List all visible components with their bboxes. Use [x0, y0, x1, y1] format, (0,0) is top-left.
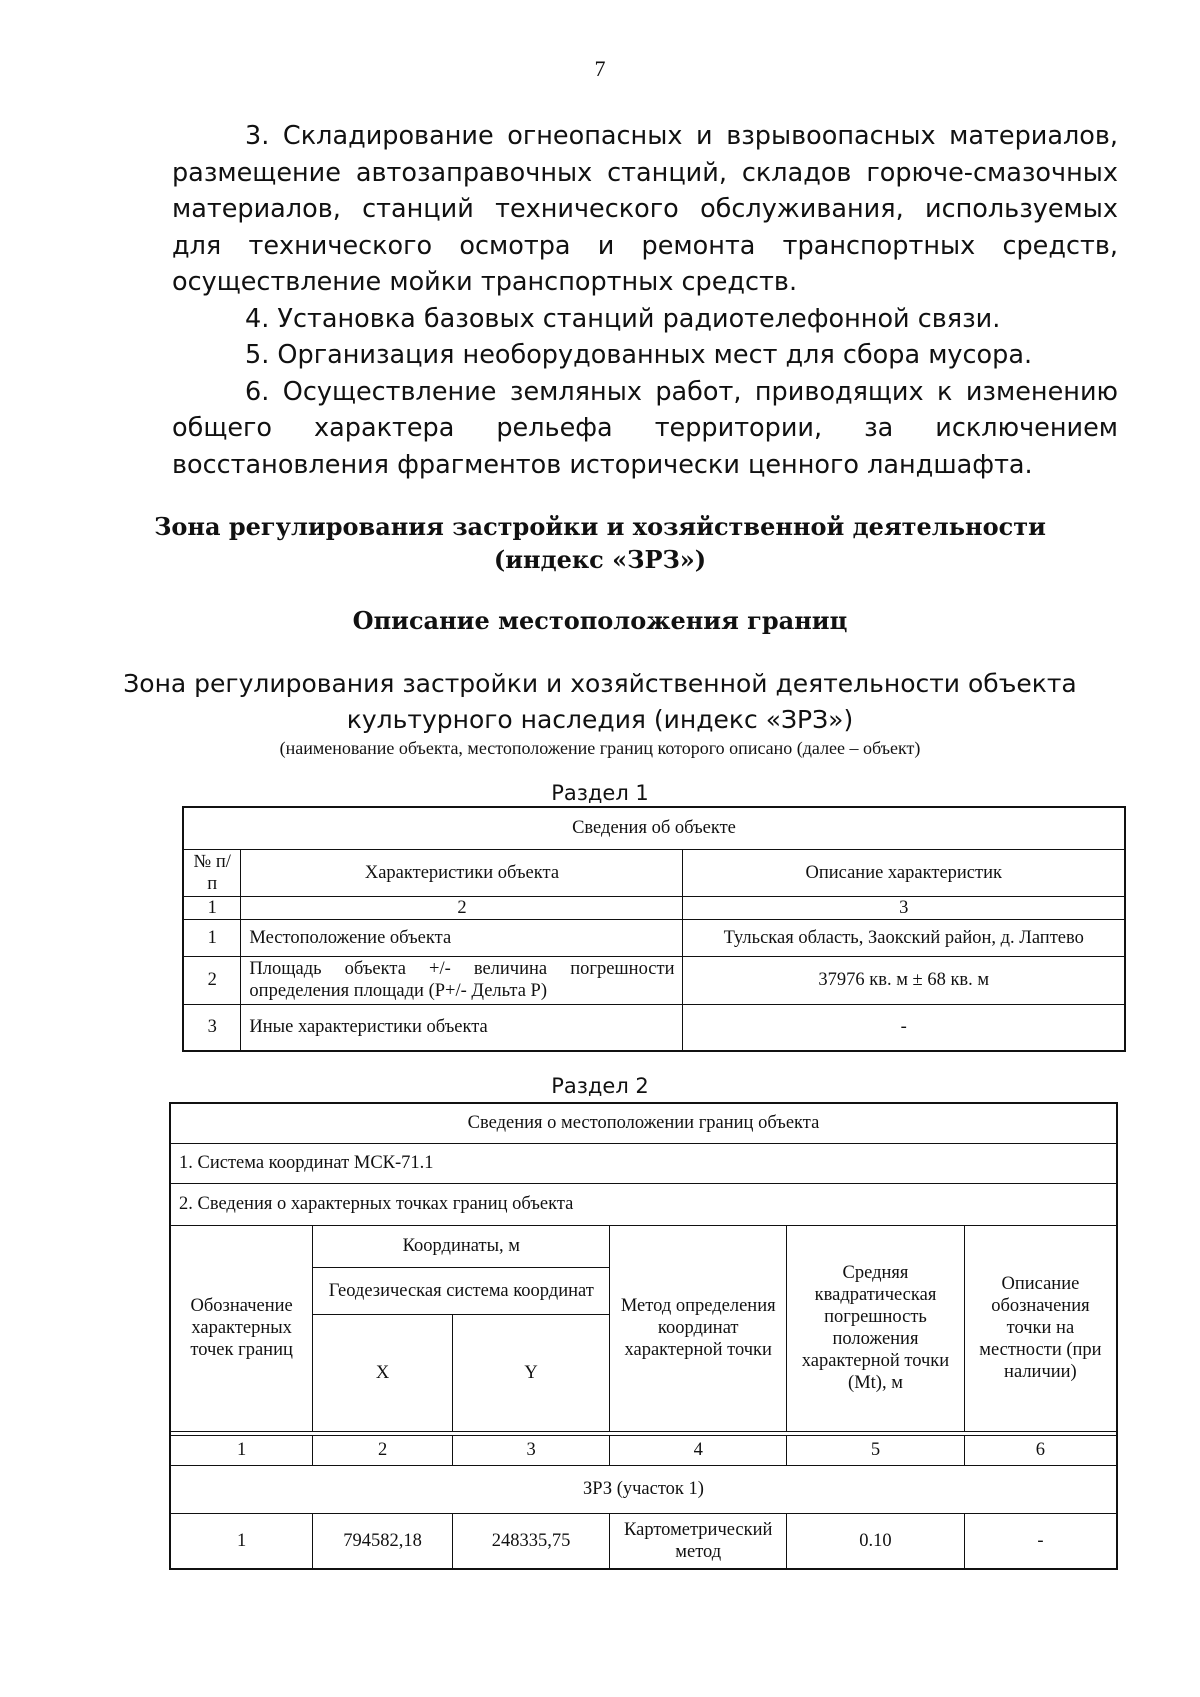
paragraph-3: 3. Складирование огнеопасных и взрывоопасных материалов, размещение автозаправочных станций, складов горюче-смазочных материалов, станций технического обслуживания, используемых для технического осмотра и ремонта транспортных средств, осуществление мойки транспортных средств. — [172, 121, 1118, 297]
header-coordinates: Координаты, м — [313, 1225, 610, 1267]
header-point-description: Описание обозначения точки на местности (при наличии) — [964, 1225, 1117, 1431]
section2-title: Сведения о местоположении границ объекта — [170, 1103, 1117, 1143]
object-info-table — [182, 806, 1126, 1052]
point-y: 248335,75 — [452, 1513, 609, 1569]
group-label: ЗРЗ (участок 1) — [170, 1465, 1117, 1513]
body-text — [172, 118, 1118, 483]
boundary-points-table — [169, 1102, 1118, 1570]
page-number: 7 — [594, 56, 606, 81]
row-description: Тульская область, Заокский район, д. Лаптево — [683, 919, 1125, 956]
row-number: 1 — [183, 919, 241, 956]
table-row — [170, 1513, 1117, 1569]
row-number: 3 — [183, 1004, 241, 1051]
object-name-line2: культурного наследия (индекс «ЗРЗ») — [346, 705, 854, 734]
section1-title: Сведения об объекте — [183, 807, 1125, 849]
paragraph-6: 6. Осуществление земляных работ, приводящих к изменению общего характера рельефа территории, за исключением восстановления фрагментов исторически ценного ландшафта. — [172, 376, 1118, 480]
header-method: Метод определения координат характерной точки — [610, 1225, 787, 1431]
paragraph-4: 4. Установка базовых станций радиотелефонной связи. — [245, 303, 1001, 334]
header-characteristics: Характеристики объекта — [241, 849, 683, 896]
table-row — [183, 956, 1125, 1004]
col-number: 3 — [683, 896, 1125, 919]
col-number: 5 — [787, 1435, 965, 1465]
col-number: 1 — [183, 896, 241, 919]
col-number: 2 — [241, 896, 683, 919]
row-description: - — [683, 1004, 1125, 1051]
header-description: Описание характеристик — [683, 849, 1125, 896]
zone-heading — [0, 510, 1200, 576]
zone-heading-line1: Зона регулирования застройки и хозяйственной деятельности — [154, 512, 1046, 541]
section2-label: Раздел 2 — [551, 1074, 649, 1098]
point-error: 0.10 — [787, 1513, 965, 1569]
col-number: 2 — [313, 1435, 453, 1465]
section1-label: Раздел 1 — [551, 781, 649, 805]
row-description: 37976 кв. м ± 68 кв. м — [683, 956, 1125, 1004]
col-number: 1 — [170, 1435, 313, 1465]
header-geo-system: Геодезическая система координат — [313, 1267, 610, 1314]
row-characteristic: Местоположение объекта — [241, 919, 683, 956]
col-number: 4 — [610, 1435, 787, 1465]
point-x: 794582,18 — [313, 1513, 453, 1569]
zone-heading-line2: (индекс «ЗРЗ») — [493, 545, 707, 574]
point-method: Картометрический метод — [610, 1513, 787, 1569]
row-number: 2 — [183, 956, 241, 1004]
row-characteristic: Иные характеристики объекта — [241, 1004, 683, 1051]
boundary-heading: Описание местоположения границ — [352, 606, 848, 635]
point-number: 1 — [170, 1513, 313, 1569]
table-row — [183, 1004, 1125, 1051]
point-description: - — [964, 1513, 1117, 1569]
header-y: Y — [452, 1314, 609, 1431]
row-characteristic: Площадь объекта +/- величина погрешности определения площади (Р+/- Дельта Р) — [241, 956, 683, 1004]
col-number: 6 — [964, 1435, 1117, 1465]
header-error: Средняя квадратическая погрешность положения характерной точки (Mt), м — [787, 1225, 965, 1431]
points-title: 2. Сведения о характерных точках границ объекта — [170, 1183, 1117, 1225]
header-x: X — [313, 1314, 453, 1431]
object-name-note: (наименование объекта, местоположение границ которого описано (далее – объект) — [279, 738, 921, 758]
object-name-line1: Зона регулирования застройки и хозяйственной деятельности объекта — [123, 669, 1077, 698]
paragraph-5: 5. Организация необорудованных мест для сбора мусора. — [245, 340, 1033, 370]
col-number: 3 — [452, 1435, 609, 1465]
coordinate-system: 1. Система координат МСК-71.1 — [170, 1143, 1117, 1183]
table-row — [183, 919, 1125, 956]
object-name — [0, 666, 1200, 738]
header-designation: Обозначение характерных точек границ — [170, 1225, 313, 1431]
header-num: № п/п — [183, 849, 241, 896]
